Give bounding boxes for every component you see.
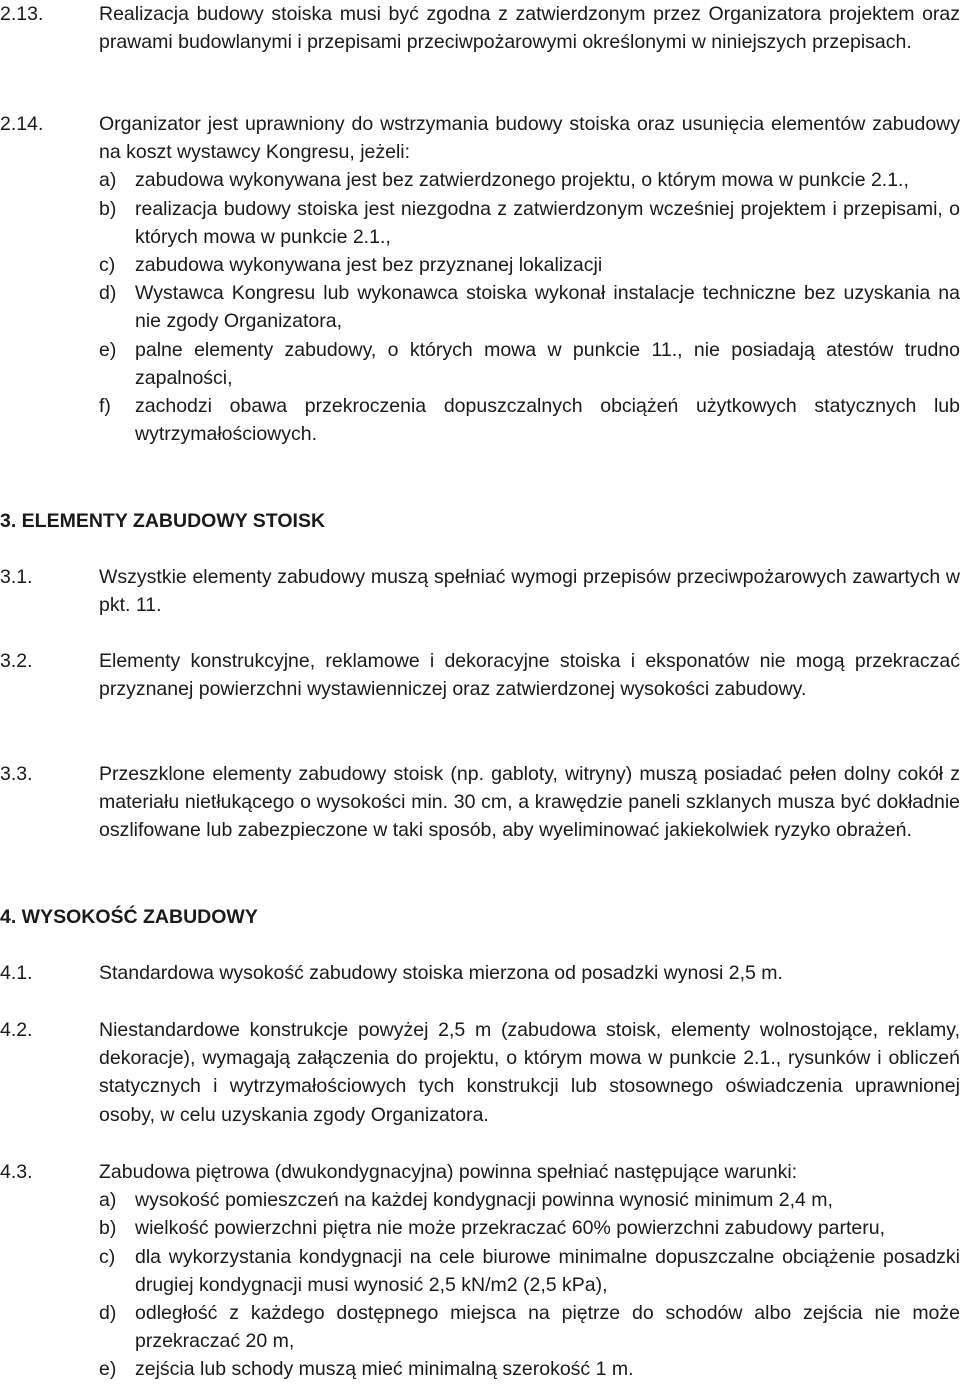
section-text: Wszystkie elementy zabudowy muszą spełniać wymogi przepisów przeciwpożarowych zawartych w pkt. 11. <box>99 566 960 617</box>
list-item <box>99 166 960 194</box>
list-item <box>99 336 960 392</box>
item-text: zachodzi obawa przekroczenia dopuszczalnych obciążeń użytkowych statycznych lub wytrzymałościowych. <box>135 395 960 446</box>
section-number: 2.13. <box>0 3 44 25</box>
section-number: 3.1. <box>0 566 33 588</box>
item-letter: d) <box>99 282 117 305</box>
section-body <box>99 1158 960 1384</box>
section-number: 3.2. <box>0 650 33 672</box>
section-number: 4.1. <box>0 962 33 984</box>
item-text: palne elementy zabudowy, o których mowa w punkcie 11., nie posiadają atestów trudno zapalności, <box>135 338 960 389</box>
section-text: Standardowa wysokość zabudowy stoiska mierzona od posadzki wynosi 2,5 m. <box>99 962 783 984</box>
list-item <box>99 1186 960 1214</box>
list-item <box>99 1243 960 1299</box>
item-text: dla wykorzystania kondygnacji na cele biurowe minimalne dopuszczalne obciążenie posadzki drugiej kondygnacji musi wynosić 2,5 kN/m2 (2,5 kPa), <box>135 1245 960 1296</box>
item-text: zabudowa wykonywana jest bez zatwierdzonego projektu, o którym mowa w punkcie 2.1., <box>135 169 909 192</box>
item-letter: c) <box>99 254 116 277</box>
item-letter: c) <box>99 1245 116 1268</box>
section-number: 2.14. <box>0 113 44 135</box>
section-2-14 <box>0 110 960 448</box>
item-text: wysokość pomieszczeń na każdej kondygnacji powinna wynosić minimum 2,4 m, <box>135 1189 833 1212</box>
section-text: Realizacja budowy stoiska musi być zgodna z zatwierdzonym przez Organizatora projektem oraz prawami budowlanymi i przepisami przeciwpożarowymi określonymi w niniejszych przepisach. <box>99 3 960 54</box>
item-letter: a) <box>99 169 117 192</box>
list-item <box>99 195 960 251</box>
item-text: realizacja budowy stoiska jest niezgodna z zatwierdzonym wcześniej projektem i przepisami, o których mowa w punkcie 2.1., <box>135 197 960 248</box>
section-number: 3.3. <box>0 763 33 785</box>
section-body <box>99 110 960 448</box>
item-text: zejścia lub schody muszą mieć minimalną szerokość 1 m. <box>135 1358 634 1381</box>
item-text: Wystawca Kongresu lub wykonawca stoiska wykonał instalacje techniczne bez uzyskania na nie zgody Organizatora, <box>135 282 960 333</box>
section-heading-4: 4. WYSOKOŚĆ ZABUDOWY <box>0 906 258 928</box>
item-letter: a) <box>99 1189 117 1212</box>
section-4-3 <box>0 1158 960 1384</box>
item-text: odległość z każdego dostępnego miejsca na piętrze do schodów albo zejścia nie może przekraczać 20 m, <box>135 1302 960 1353</box>
section-4-2 <box>0 1016 960 1129</box>
list-item <box>99 1214 960 1242</box>
section-2-13 <box>0 0 960 56</box>
list-item <box>99 1299 960 1355</box>
item-letter: b) <box>99 1217 117 1240</box>
section-3-2 <box>0 647 960 703</box>
item-text: wielkość powierzchni piętra nie może przekraczać 60% powierzchni zabudowy parteru, <box>135 1217 886 1240</box>
item-letter: d) <box>99 1302 117 1325</box>
item-letter: b) <box>99 197 117 220</box>
list-item <box>99 251 960 279</box>
list-item <box>99 279 960 335</box>
section-text: Niestandardowe konstrukcje powyżej 2,5 m (zabudowa stoisk, elementy wolnostojące, reklamy, dekoracje), wymagają załączenia do projektu, o którym mowa w punkcie 2.1., rysunków i obliczeń statycznych i wytrzymałościowych tych konstrukcji lub stosownego oświadczenia uprawnionej osoby, w celu uzyskania zgody Organizatora. <box>99 1019 960 1126</box>
section-3-3 <box>0 760 960 845</box>
section-heading-3: 3. ELEMENTY ZABUDOWY STOISK <box>0 510 326 532</box>
list-item <box>99 1355 960 1383</box>
section-3-1 <box>0 563 960 619</box>
section-number: 4.2. <box>0 1019 33 1041</box>
section-text: Zabudowa piętrowa (dwukondygnacyjna) powinna spełniać następujące warunki: <box>99 1161 798 1183</box>
list-item <box>99 392 960 448</box>
section-text: Przeszklone elementy zabudowy stoisk (np. gabloty, witryny) muszą posiadać pełen dolny cokół z materiału nietłukącego o wysokości min. 30 cm, a krawędzie paneli szklanych musza być dokładnie oszlifowane lub zabezpieczone w taki sposób, aby wyeliminować jakiekolwiek ryzyko obrażeń. <box>99 763 960 842</box>
item-letter: f) <box>99 395 111 418</box>
section-text: Organizator jest uprawniony do wstrzymania budowy stoiska oraz usunięcia elementów zabudowy na koszt wystawcy Kongresu, jeżeli: <box>99 113 960 164</box>
section-number: 4.3. <box>0 1161 33 1183</box>
section-text: Elementy konstrukcyjne, reklamowe i dekoracyjne stoiska i eksponatów nie mogą przekraczać przyznanej powierzchni wystawienniczej oraz zatwierdzonej wysokości zabudowy. <box>99 650 960 701</box>
item-letter: e) <box>99 1358 117 1381</box>
item-letter: e) <box>99 338 117 361</box>
item-text: zabudowa wykonywana jest bez przyznanej lokalizacji <box>135 254 603 277</box>
section-4-1 <box>0 959 960 987</box>
